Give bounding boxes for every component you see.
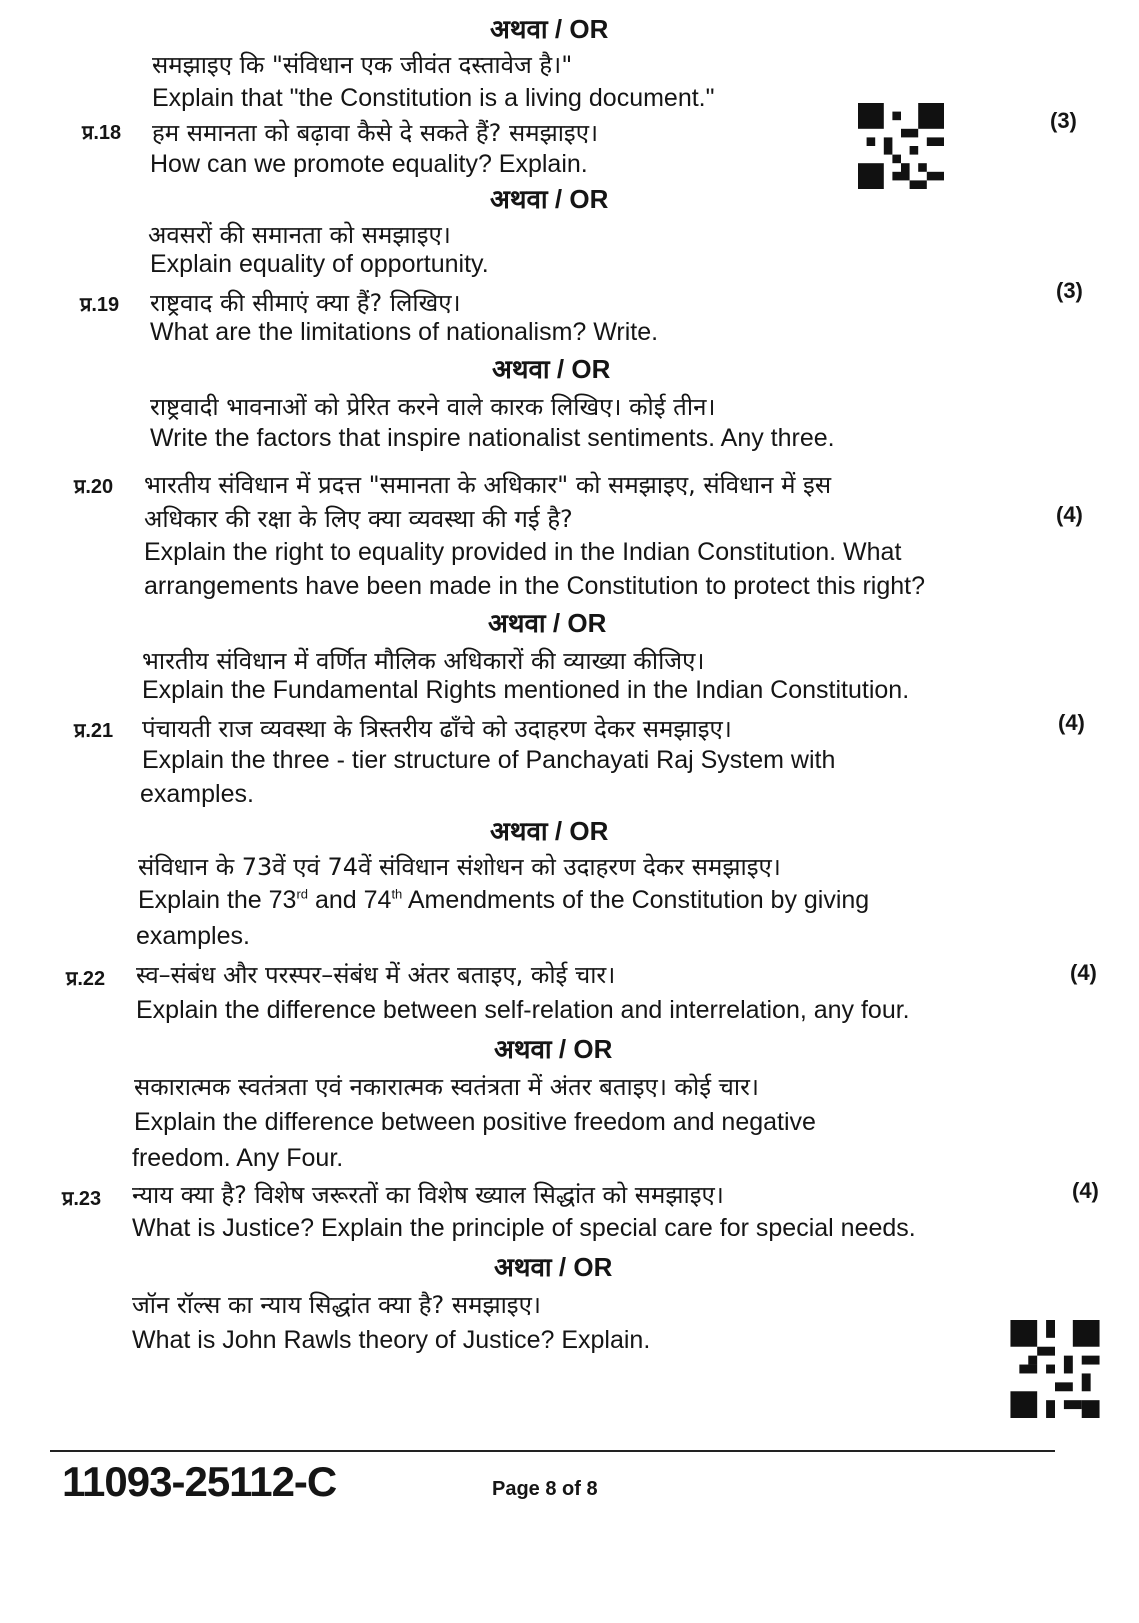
q23-or-hindi: जॉन रॉल्स का न्याय सिद्धांत क्या है? समझाइए।: [132, 1291, 541, 1319]
question-number-21: प्र.21: [74, 720, 114, 742]
paper-code: 11093-25112-C: [62, 1458, 337, 1505]
or-separator: अथवा / OR: [490, 184, 609, 214]
q22-english: Explain the difference between self-relation and interrelation, any four.: [136, 996, 910, 1024]
q18-english: How can we promote equality? Explain.: [150, 150, 588, 178]
q21-or-sup-th: th: [391, 886, 403, 902]
q22-or-english-line1: Explain the difference between positive freedom and negative: [134, 1108, 816, 1136]
or-separator: अथवा / OR: [488, 608, 607, 638]
q18-or-english: Explain equality of opportunity.: [150, 250, 489, 278]
q19-hindi: राष्ट्रवाद की सीमाएं क्या हैं? लिखिए।: [150, 289, 461, 317]
q18-hindi: हम समानता को बढ़ावा कैसे दे सकते हैं? समझाइए।: [152, 119, 599, 147]
or-separator: अथवा / OR: [492, 354, 611, 384]
q21-english-line2: examples.: [140, 780, 254, 808]
question-number-20: प्र.20: [74, 476, 114, 498]
footer-rule: [50, 1450, 1055, 1452]
or-separator: अथवा / OR: [494, 1034, 613, 1064]
q20-english-line1: Explain the right to equality provided in the Indian Constitution. What: [144, 538, 902, 566]
q21-or-english-line1: [138, 886, 869, 915]
q21-or-sup-rd: rd: [296, 886, 309, 902]
qr-code-icon: [1010, 1320, 1100, 1418]
marks-q18: (3): [1050, 108, 1077, 133]
q20-english-line2: arrangements have been made in the Constitution to protect this right?: [144, 572, 926, 600]
marks-q22: (4): [1070, 960, 1097, 985]
q21-or-english-line2: examples.: [136, 922, 250, 950]
q22-or-hindi: सकारात्मक स्वतंत्रता एवं नकारात्मक स्वतंत्रता में अंतर बताइए। कोई चार।: [134, 1073, 759, 1101]
or-separator: अथवा / OR: [490, 816, 609, 846]
q20-or-english: Explain the Fundamental Rights mentioned in the Indian Constitution.: [142, 676, 910, 704]
or-separator: अथवा / OR: [490, 14, 609, 44]
q20-or-hindi: भारतीय संविधान में वर्णित मौलिक अधिकारों की व्याख्या कीजिए।: [142, 647, 705, 675]
q23-hindi: न्याय क्या है? विशेष जरूरतों का विशेष ख्याल सिद्धांत को समझाइए।: [132, 1181, 724, 1209]
q21-hindi: पंचायती राज व्यवस्था के त्रिस्तरीय ढाँचे को उदाहरण देकर समझाइए।: [142, 715, 732, 743]
q22-or-english-line2: freedom. Any Four.: [132, 1144, 344, 1172]
marks-q21: (4): [1058, 710, 1085, 735]
qr-code-icon: [858, 102, 944, 190]
q19-or-hindi: राष्ट्रवादी भावनाओं को प्रेरित करने वाले कारक लिखिए। कोई तीन।: [150, 393, 716, 421]
q20-hindi-line1: भारतीय संविधान में प्रदत्त "समानता के अधिकार" को समझाइए, संविधान में इस: [144, 471, 832, 499]
q21-or-text-c: Amendments of the Constitution by giving: [402, 886, 870, 914]
page-number: Page 8 of 8: [492, 1478, 598, 1500]
q21-or-text-a: Explain the 73: [138, 886, 297, 914]
q21-english-line1: Explain the three - tier structure of Panchayati Raj System with: [142, 746, 836, 774]
q19-or-english: Write the factors that inspire nationalist sentiments. Any three.: [150, 424, 835, 452]
q18-or-hindi: अवसरों की समानता को समझाइए।: [148, 221, 451, 249]
q20-hindi-line2: अधिकार की रक्षा के लिए क्या व्यवस्था की गई है?: [144, 505, 573, 533]
q23-or-english: What is John Rawls theory of Justice? Explain.: [132, 1326, 651, 1354]
q23-english: What is Justice? Explain the principle of special care for special needs.: [132, 1214, 916, 1242]
marks-q19: (3): [1056, 278, 1083, 303]
question-number-23: प्र.23: [62, 1188, 102, 1210]
q21-or-text-b: and 74: [308, 886, 392, 914]
q17-or-english: Explain that "the Constitution is a living document.": [152, 84, 715, 112]
q22-hindi: स्व–संबंध और परस्पर–संबंध में अंतर बताइए, कोई चार।: [136, 961, 616, 989]
q19-english: What are the limitations of nationalism? Write.: [150, 318, 659, 346]
question-number-18: प्र.18: [82, 122, 122, 144]
marks-q20: (4): [1056, 502, 1083, 527]
q21-or-hindi: संविधान के 73वें एवं 74वें संविधान संशोधन को उदाहरण देकर समझाइए।: [138, 853, 781, 881]
question-number-19: प्र.19: [80, 294, 120, 316]
question-number-22: प्र.22: [66, 968, 106, 990]
or-separator: अथवा / OR: [494, 1252, 613, 1282]
marks-q23: (4): [1072, 1178, 1099, 1203]
q17-or-hindi: समझाइए कि "संविधान एक जीवंत दस्तावेज है।": [152, 51, 573, 79]
